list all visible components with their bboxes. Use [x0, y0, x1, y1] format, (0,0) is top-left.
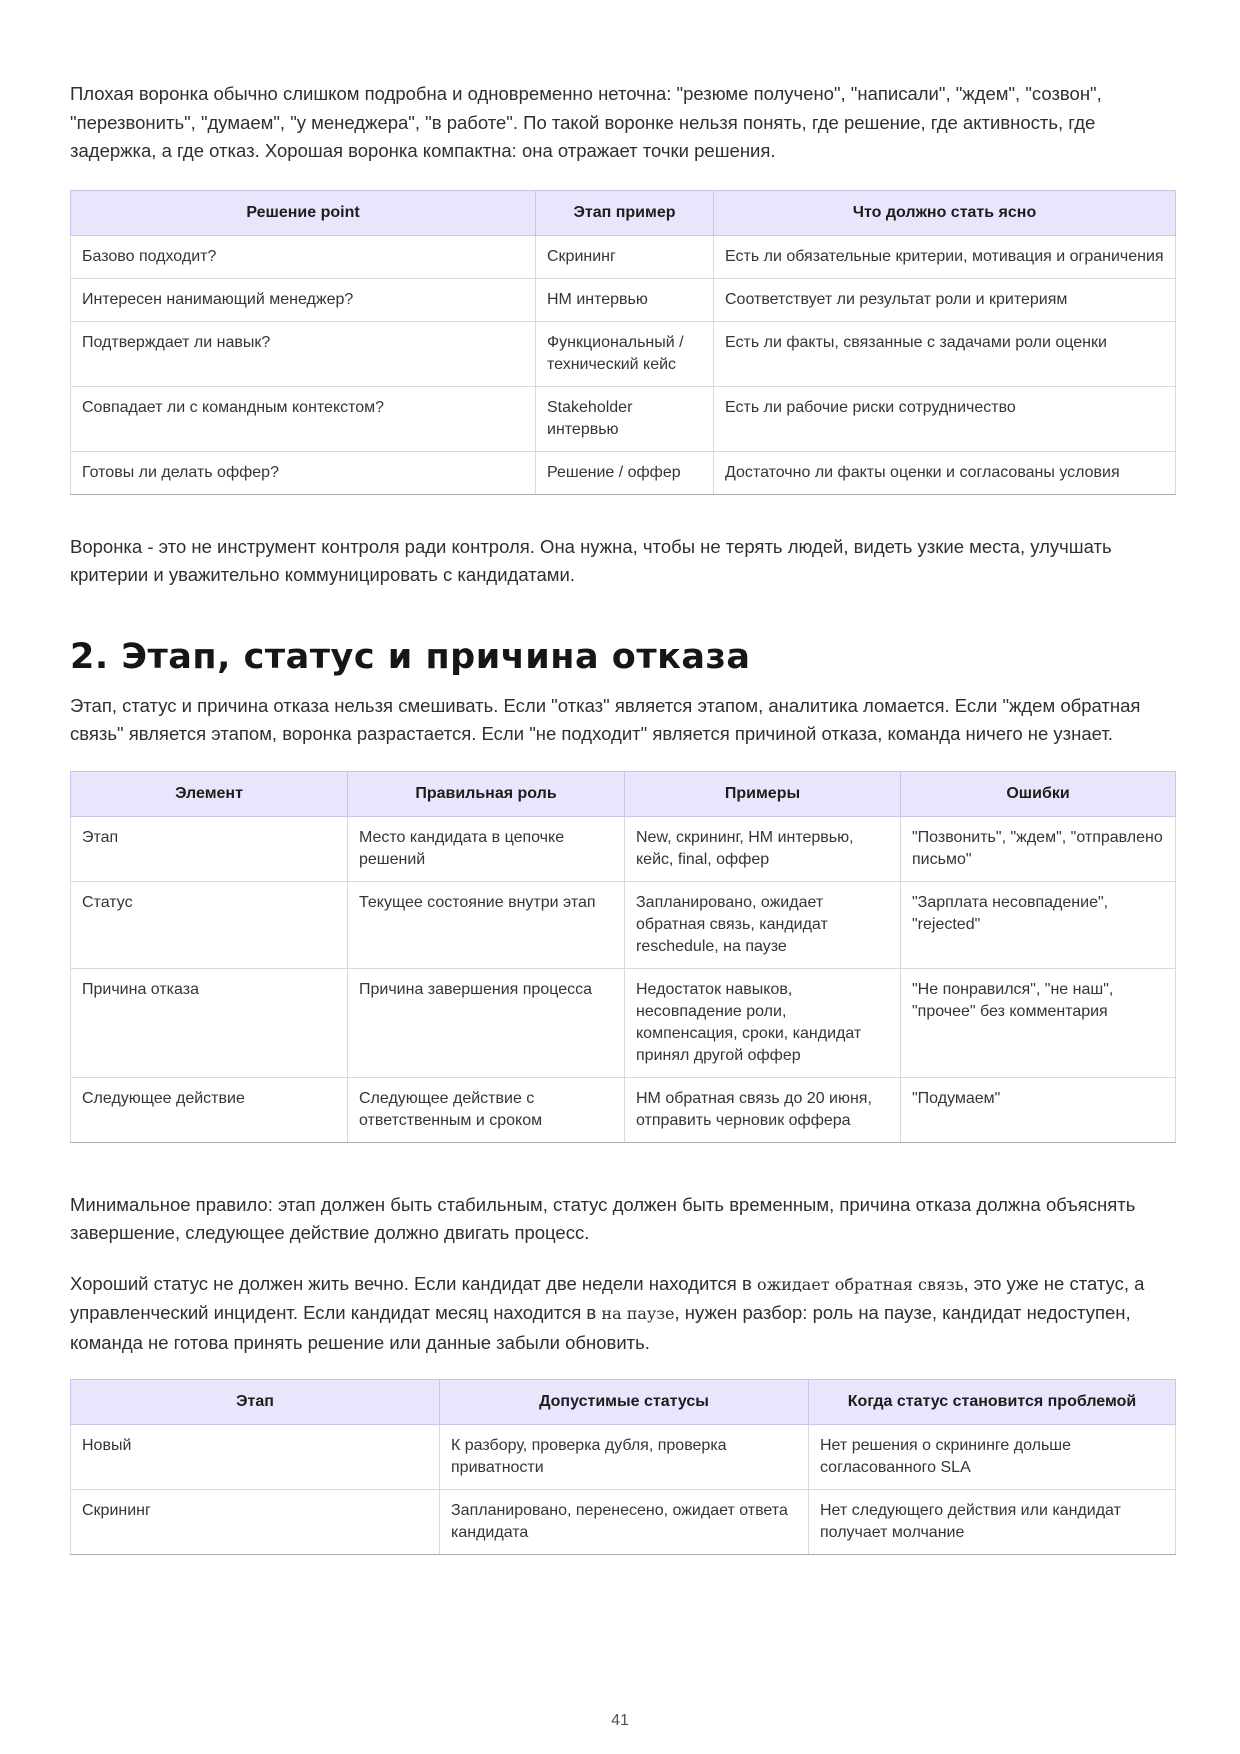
table-cell: New, скрининг, HM интервью, кейс, final, оффер [625, 816, 901, 881]
table-cell: "Позвонить", "ждем", "отправлено письмо" [901, 816, 1176, 881]
status-text-part: Хороший статус не должен жить вечно. Если кандидат две недели находится в [70, 1272, 757, 1294]
table-header-row [71, 1380, 1176, 1425]
status-text-part: , нужен разбор: роль на паузе, кандидат недоступен, команда не готова принять решение или данные забыли обновить. [70, 1302, 1131, 1353]
table-cell: К разбору, проверка дубля, проверка приватности [440, 1425, 809, 1490]
table-row [71, 451, 1176, 494]
funnel-paragraph: Воронка - это не инструмент контроля ради контроля. Она нужна, чтобы не терять людей, видеть узкие места, улучшать критерии и уважительно коммуницировать с кандидатами. [70, 535, 1112, 585]
table-header-row [71, 771, 1176, 816]
table-cell: Недостаток навыков, несовпадение роли, компенсация, сроки, кандидат принял другой оффер [625, 968, 901, 1077]
table-header-row [71, 190, 1176, 235]
table-cell: HM интервью [536, 278, 714, 321]
column-header: Решение point [71, 190, 536, 235]
table-row [71, 386, 1176, 451]
allowed-statuses-table [70, 1379, 1176, 1555]
table-cell: Готовы ли делать оффер? [71, 451, 536, 494]
decision-points-table [70, 190, 1176, 495]
table-cell: Нет следующего действия или кандидат получает молчание [809, 1490, 1176, 1555]
section-heading: 2. Этап, статус и причина отказа [70, 636, 751, 677]
table-cell: Подтверждает ли навык? [71, 321, 536, 386]
table-row [71, 1490, 1176, 1555]
table-cell: Текущее состояние внутри этап [348, 881, 625, 968]
table-cell: Интересен нанимающий менеджер? [71, 278, 536, 321]
table-cell: Причина завершения процесса [348, 968, 625, 1077]
table-cell: Причина отказа [71, 968, 348, 1077]
status-paragraph [70, 1270, 1175, 1358]
page-number: 41 [611, 1712, 629, 1729]
table-row [71, 968, 1176, 1077]
table-row [71, 278, 1176, 321]
table-cell: Скрининг [536, 235, 714, 278]
table-cell: Есть ли обязательные критерии, мотивация и ограничения [714, 235, 1176, 278]
inline-code-status: на паузе [601, 1304, 675, 1323]
table-cell: Функциональный / технический кейс [536, 321, 714, 386]
column-header: Примеры [625, 771, 901, 816]
table-cell: Следующее действие [71, 1077, 348, 1142]
table-cell: Есть ли рабочие риски сотрудничество [714, 386, 1176, 451]
intro-paragraph: Плохая воронка обычно слишком подробна и одновременно неточна: "резюме получено", "написали", "ждем", "созвон", "перезвонить", "думаем", "у менеджера", "в работе". По такой воронке нельзя понять, где решение, где активность, где задержка, а где отказ. Хорошая воронка компактна: она отражает точки решения. [70, 83, 1102, 161]
column-header: Когда статус становится проблемой [809, 1380, 1176, 1425]
column-header: Что должно стать ясно [714, 190, 1176, 235]
table-cell: Скрининг [71, 1490, 440, 1555]
table-cell: HM обратная связь до 20 июня, отправить черновик оффера [625, 1077, 901, 1142]
status-text-part: , это уже не статус, а управленческий инцидент. Если кандидат месяц находится в [70, 1272, 1145, 1323]
table-cell: "Не понравился", "не наш", "прочее" без комментария [901, 968, 1176, 1077]
table-row [71, 1425, 1176, 1490]
table-cell: Базово подходит? [71, 235, 536, 278]
table-row [71, 1077, 1176, 1142]
table-cell: Соответствует ли результат роли и критериям [714, 278, 1176, 321]
column-header: Правильная роль [348, 771, 625, 816]
section-intro-paragraph: Этап, статус и причина отказа нельзя смешивать. Если "отказ" является этапом, аналитика ломается. Если "ждем обратная связь" является этапом, воронка разрастается. Если "не подходит" является причиной отказа, команда ничего не узнает. [70, 694, 1141, 744]
column-header: Элемент [71, 771, 348, 816]
table-cell: Нет решения о скрининге дольше согласованного SLA [809, 1425, 1176, 1490]
table-cell: Достаточно ли факты оценки и согласованы условия [714, 451, 1176, 494]
table-row [71, 881, 1176, 968]
table-cell: Новый [71, 1425, 440, 1490]
table-cell: Есть ли факты, связанные с задачами роли оценки [714, 321, 1176, 386]
table-cell: "Подумаем" [901, 1077, 1176, 1142]
table-row [71, 321, 1176, 386]
rule-paragraph: Минимальное правило: этап должен быть стабильным, статус должен быть временным, причина отказа должна объяснять завершение, следующее действие должно двигать процесс. [70, 1193, 1136, 1243]
table-cell: Stakeholder интервью [536, 386, 714, 451]
column-header: Ошибки [901, 771, 1176, 816]
table-cell: Статус [71, 881, 348, 968]
table-cell: Этап [71, 816, 348, 881]
column-header: Этап пример [536, 190, 714, 235]
table-row [71, 816, 1176, 881]
table-cell: Совпадает ли с командным контекстом? [71, 386, 536, 451]
table-cell: Решение / оффер [536, 451, 714, 494]
table-cell: Место кандидата в цепочке решений [348, 816, 625, 881]
table-row [71, 235, 1176, 278]
document-page [70, 80, 1175, 1555]
table-cell: "Зарплата несовпадение", "rejected" [901, 881, 1176, 968]
stage-status-table [70, 771, 1176, 1143]
table-cell: Запланировано, перенесено, ожидает ответа кандидата [440, 1490, 809, 1555]
inline-code-status: ожидает обратная связь [756, 1274, 964, 1294]
table-cell: Запланировано, ожидает обратная связь, кандидат reschedule, на паузе [625, 881, 901, 968]
table-cell: Следующее действие с ответственным и сроком [348, 1077, 625, 1142]
column-header: Этап [71, 1380, 440, 1425]
column-header: Допустимые статусы [440, 1380, 809, 1425]
